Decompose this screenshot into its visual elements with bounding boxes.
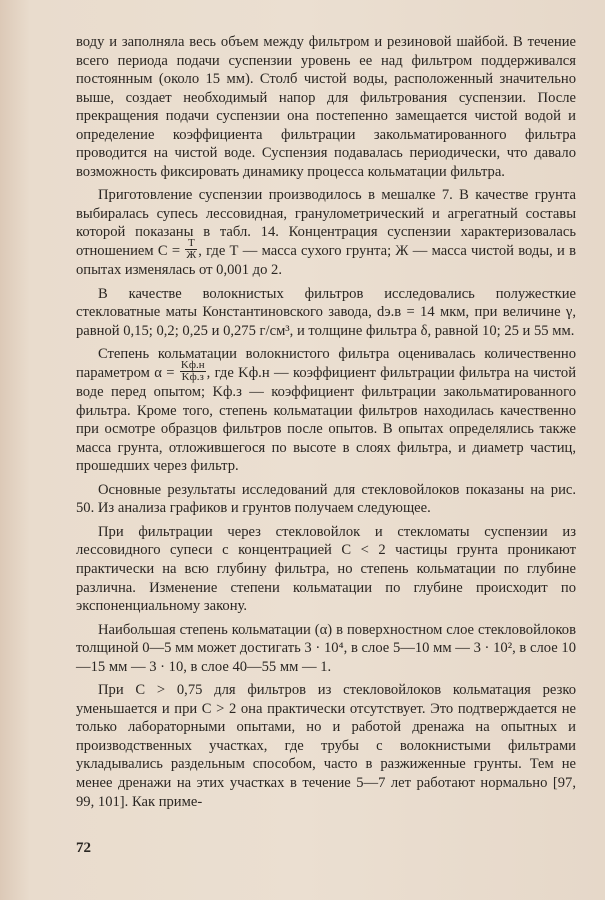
text-run: Приготовление суспензии производилось в мешалке 7. В качестве грунта выбиралась супесь лессовидная, гранулометрический и агрегатный составы которой показаны в табл. 14. Концентрация суспензии характеризовалась отношением C = xyxy=(76,187,576,260)
text-run: Наибольшая степень кольматации (α) в поверхностном слое стекловойлоков толщиной 0—5 мм может достигать 3 · 10⁴, в слое 5—10 мм — 3 · 10², в слое 10—15 мм — 3 · 10, в слое 40—55 мм — 1. xyxy=(76,621,576,675)
paragraph-4 xyxy=(76,345,576,475)
text-run: воду и заполняла весь объем между фильтром и резиновой шайбой. В течение всего периода подачи суспензии уровень ее над фильтром поддерживался постоянным (около 15 мм). Столб чистой воды, расположенный значительно выше, создает необходимый напор для фильтрования суспензии. После прекращения подачи суспензии она постепенно замещается чистой водой и определение коэффициента фильтрации закольматированного фильтра проводится на чистой воде. Суспензия подавалась периодически, что давало возможность фиксировать динамику процесса кольматации фильтра. xyxy=(76,34,576,180)
text-run: При C > 0,75 для фильтров из стекловойлоков кольматация резко уменьшается и при C > 2 она практически отсутствует. Это подтверждается не только лабораторными опытами, но и работой дренажа на опытных и производственных участках, где трубы с волокнистыми фильтрами укладывались раздельным способом, часто в разжиженные грунты. Тем не менее дренажи на этих участках в течение 5—7 лет работают нормально [97, 99, 101]. Как приме- xyxy=(76,682,576,810)
page-number: 72 xyxy=(76,840,91,856)
paragraph-2 xyxy=(76,186,576,279)
text-run: При фильтрации через стекловойлок и стекломаты суспензии из лессовидного супеси с концентрацией C < 2 частицы грунта проникают практически на всю глубину фильтра, но степень кольматации по глубине различна. Изменение степени кольматации по глубине происходит по экспоненциальному закону. xyxy=(76,523,576,615)
page-text xyxy=(76,33,576,811)
fraction xyxy=(185,238,197,261)
paragraph-8 xyxy=(76,681,576,811)
paragraph-5 xyxy=(76,481,576,518)
text-run: Степень кольматации волокнистого фильтра оценивалась количественно параметром α = xyxy=(76,346,576,381)
fraction-denominator: Ж xyxy=(186,249,197,262)
text-run: Основные результаты исследований для стекловойлоков показаны на рис. 50. Из анализа графиков и грунтов получаем следующее. xyxy=(76,481,576,517)
paragraph-3 xyxy=(76,285,576,341)
fraction xyxy=(180,360,206,383)
fraction-numerator: Kф.н xyxy=(180,359,205,372)
paragraph-7 xyxy=(76,621,576,677)
text-run: В качестве волокнистых фильтров исследовались полужесткие стекловатные маты Константиновского завода, dэ.в = 14 мкм, при величине γ, равной 0,15; 0,2; 0,25 и 0,275 г/см³, и толщине фильтра δ, равной 10; 25 и 55 мм. xyxy=(76,285,576,339)
text-run: , где Kф.н — коэффициент фильтрации фильтра на чистой воде перед опытом; Kф.з — коэффициент фильтрации закольматированного фильтра. Кроме того, степень кольматации фильтров находилась качественно при осмотре образцов фильтров после опытов. В опытах определялись также масса грунта, отложившегося по высоте в слоях фильтра, и диаметр частиц, прошедших через фильтр. xyxy=(76,364,576,475)
fraction-numerator: Т xyxy=(185,238,197,250)
fraction-denominator: Kф.з xyxy=(181,371,204,384)
paragraph-6 xyxy=(76,523,576,616)
paragraph-1 xyxy=(76,33,576,181)
text-run: , где Т — масса сухого грунта; Ж — масса чистой воды, и в опытах изменялась от 0,001 до 2. xyxy=(76,243,576,279)
